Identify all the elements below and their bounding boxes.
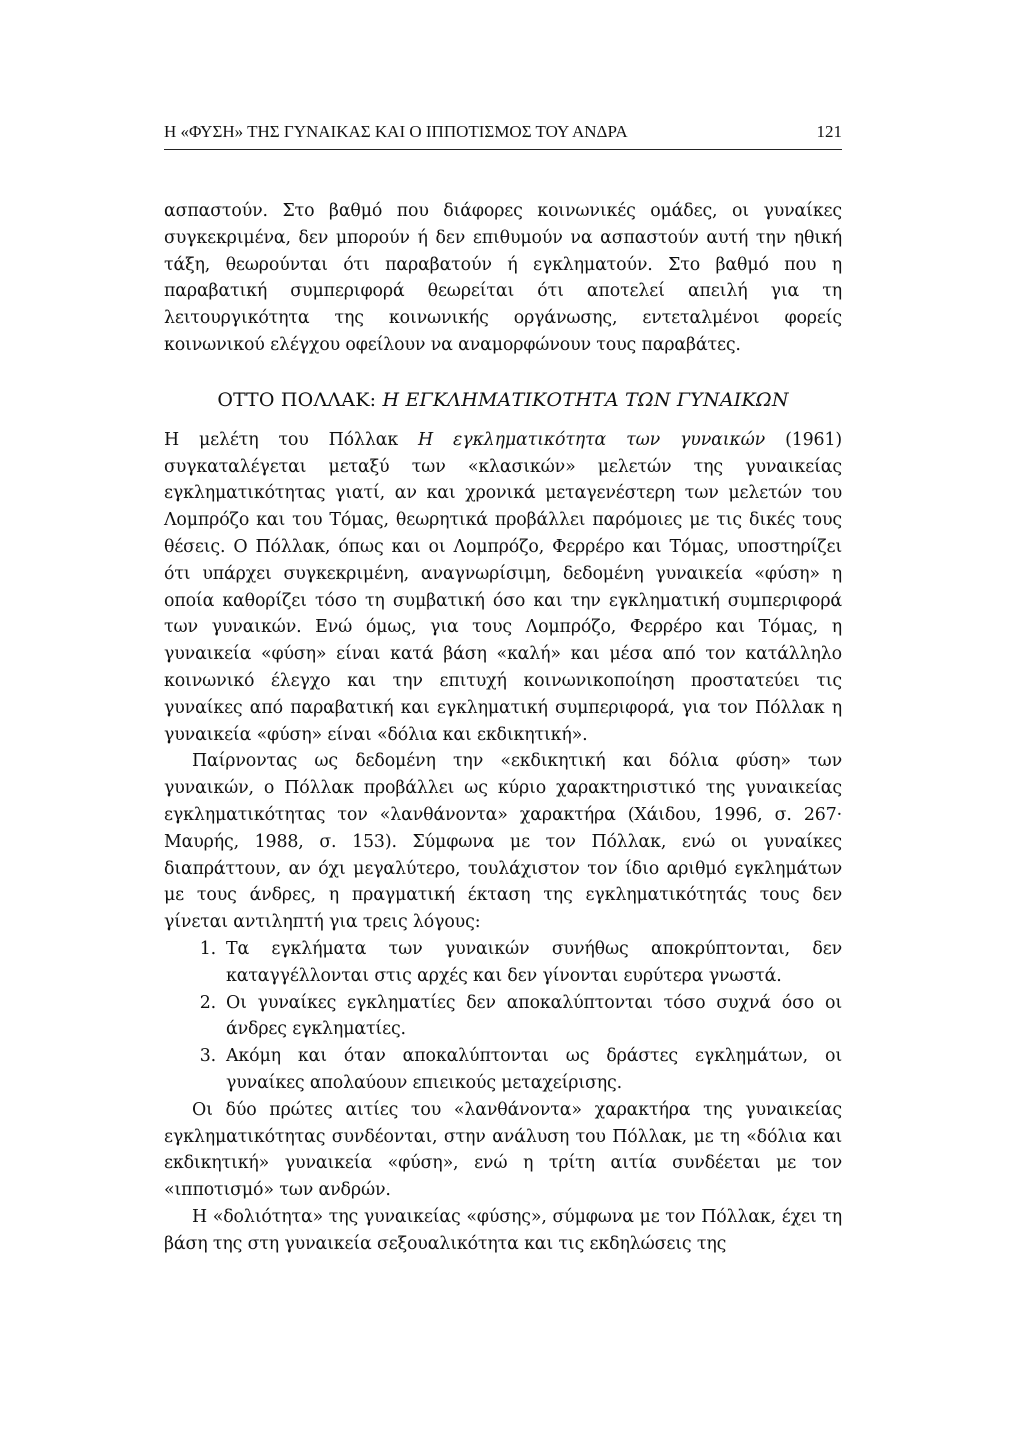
section-title [164,387,842,413]
book-title: Η εγκληματικότητα των γυναικών [418,429,766,450]
running-header [164,122,842,142]
intro-paragraph: ασπαστούν. Στο βαθμό που διάφορες κοινωνικές ομάδες, οι γυναίκες συγκεκριμένα, δεν μπορούν ή δεν επιθυμούν να ασπαστούν αυτή την ηθική τάξη, θεωρούνται ότι παραβατούν ή εγκληματούν. Στο βαθμό που η παραβατική συμπεριφορά θεωρείται ότι αποτελεί απειλή για τη λειτουργικότητα της κοινωνικής οργάνωσης, εντεταλμένοι φορείς κοινωνικού ελέγχου οφείλουν να αναμορφώνουν τους παραβάτες. [164,201,842,355]
header-rule [164,149,842,150]
section-title-italic: Η ΕΓΚΛΗΜΑΤΙΚΟΤΗΤΑ ΤΩΝ ΓΥΝΑΙΚΩΝ [382,388,789,411]
causes-list [164,936,842,1097]
list-item-number: 2. [199,992,216,1013]
paragraph-3: Οι δύο πρώτες αιτίες του «λανθάνοντα» χαρακτήρα της γυναικείας εγκληματικότητας συνδέονται, στην ανάλυση του Πόλλακ, με τη «δόλια και εκδικητική» γυναικεία «φύση», ενώ η τρίτη αιτία συνδέεται με τον «ιπποτισμό» των ανδρών. [164,1099,842,1201]
paragraph-2: Παίρνοντας ως δεδομένη την «εκδικητική και δόλια φύση» των γυναικών, ο Πόλλακ προβάλλει ως κύριο χαρακτηριστικό της γυναικείας εγκληματικότητας τον «λανθάνοντα» χαρακτήρα (Χάιδου, 1996, σ. 267· Μαυρής, 1988, σ. 153). Σύμφωνα με τον Πόλλακ, ενώ οι γυναίκες διαπράττουν, αν όχι μεγαλύτερο, τουλάχιστον τον ίδιο αριθμό εγκλημάτων με τους άνδρες, η πραγματική έκταση της εγκληματικότητάς τους δεν γίνεται αντιληπτή για τρεις λόγους: [164,751,842,933]
paragraph-1-before: Η μελέτη του Πόλλακ [164,429,419,450]
list-item-text: Οι γυναίκες εγκληματίες δεν αποκαλύπτονται τόσο συχνά όσο οι άνδρες εγκληματίες. [226,992,842,1040]
paragraph-4: Η «δολιότητα» της γυναικείας «φύσης», σύμφωνα με τον Πόλλακ, έχει τη βάση της στη γυναικεία σεξουαλικότητα και τις εκδηλώσεις της [164,1206,842,1254]
list-item-number: 3. [199,1046,216,1067]
list-item [164,936,842,990]
list-item [164,1043,842,1097]
section-title-prefix: ΟΤΤΟ ΠΟΛΛΑΚ: [217,388,383,411]
list-item-text: Ακόμη και όταν αποκαλύπτονται ως δράστες εγκλημάτων, οι γυναίκες απολαύουν επιεικούς μεταχείρισης. [226,1046,842,1093]
list-item [164,990,842,1044]
running-title: Η «ΦΥΣΗ» ΤΗΣ ΓΥΝΑΙΚΑΣ ΚΑΙ Ο ΙΠΠΟΤΙΣΜΟΣ ΤΟΥ ΑΝΔΡΑ [164,122,628,141]
list-item-number: 1. [199,938,216,959]
paragraph-1 [164,427,842,749]
page-number: 121 [816,122,842,141]
page-body [164,198,842,1257]
list-item-text: Τα εγκλήματα των γυναικών συνήθως αποκρύπτονται, δεν καταγγέλλονται στις αρχές και δεν γίνονται ευρύτερα γνωστά. [226,938,842,986]
paragraph-1-after: (1961) συγκαταλέγεται μεταξύ των «κλασικών» μελετών της γυναικείας εγκληματικότητας γιατί, αν και χρονικά μεταγενέστερη των μελετών του Λομπρόζο και του Τόμας, θεωρητικά προβάλλει παρόμοιες με τις δικές τους θέσεις. Ο Πόλλακ, όπως και οι Λομπρόζο, Φερρέρο και Τόμας, υποστηρίζει ότι υπάρχει συγκεκριμένη, αναγνωρίσιμη, δεδομένη γυναικεία «φύση» η οποία καθορίζει τόσο τη συμβατική όσο και την εγκληματική συμπεριφορά των γυναικών. Ενώ όμως, για τους Λομπρόζο, Φερρέρο και Τόμας, η γυναικεία «φύση» είναι κατά βάση «καλή» και μέσα από τον κατάλληλο κοινωνικό έλεγχο και την επιτυχή κοινωνικοποίηση προστατεύει τις γυναίκες από παραβατική και εγκληματική συμπεριφορά, για τον Πόλλακ η γυναικεία «φύση» είναι «δόλια και εκδικητική». [164,429,843,745]
